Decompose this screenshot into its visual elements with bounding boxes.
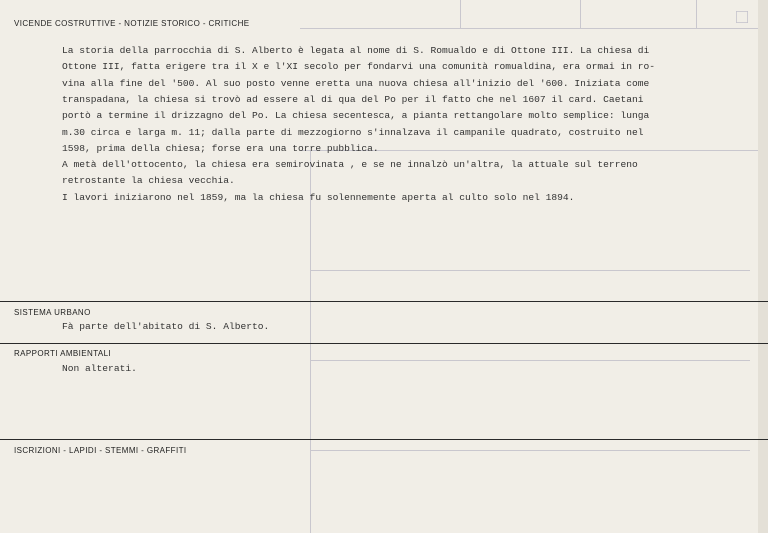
ghost-form-rule (310, 270, 750, 271)
sistema-urbano-text: Fà parte dell'abitato di S. Alberto. (62, 321, 270, 332)
vicende-text-line: 1598, prima della chiesa; forse era una torre pubblica. (62, 142, 379, 154)
vicende-text-line: vina alla fine del '500. Al suo posto venne eretta una nuova chiesa all'inizio del '600. Iniziata come (62, 77, 650, 89)
rapporti-ambientali-text: Non alterati. (62, 363, 137, 374)
vicende-text-line: transpadana, la chiesa si trovò ad essere al di qua del Po per il fatto che nel 1607 il card. Caetani (62, 93, 644, 105)
ghost-form-rule (310, 450, 750, 451)
vicende-text-line: A metà dell'ottocento, la chiesa era semirovinata , e se ne innalzò un'altra, la attuale sul terreno (62, 159, 638, 171)
ghost-letter-mark: □ (736, 6, 749, 28)
vicende-text-line: La storia della parrocchia di S. Alberto è legata al nome di S. Romualdo e di Ottone III. La chiesa di (62, 45, 650, 56)
ghost-header-divider (460, 0, 461, 28)
ghost-header-divider (580, 0, 581, 28)
section-rule (0, 301, 768, 302)
ghost-header-rule (300, 28, 760, 29)
ghost-header-divider (696, 0, 697, 28)
vicende-text-line: portò a termine il drizzagno del Po. La chiesa secentesca, a pianta rettangolare molto semplice: lunga (62, 110, 650, 122)
vicende-text-line: retrostante la chiesa vecchia. (62, 175, 235, 187)
section-title-rapporti-ambientali: RAPPORTI AMBIENTALI (14, 349, 112, 358)
section-title-vicende: VICENDE COSTRUTTIVE - NOTIZIE STORICO - CRITICHE (14, 19, 250, 28)
vicende-text-line: Ottone III, fatta erigere tra il X e l'XI secolo per fondarvi una comunità romualdina, era ormai in ro- (62, 61, 655, 73)
vicende-text-line: I lavori iniziarono nel 1859, ma la chiesa fu solennemente aperta al culto solo nel 1894. (62, 191, 575, 203)
page-edge-shadow (758, 0, 768, 533)
section-title-sistema-urbano: SISTEMA URBANO (14, 308, 91, 317)
vicende-text-line: m.30 circa e larga m. 11; dalla parte di mezzogiorno s'innalzava il campanile quadrato, costruito nel (62, 126, 644, 138)
section-title-iscrizioni: ISCRIZIONI - LAPIDI - STEMMI - GRAFFITI (14, 446, 187, 455)
section-rule (0, 343, 768, 344)
ghost-form-divider (310, 150, 311, 533)
section-rule (0, 439, 768, 440)
ghost-form-rule (310, 360, 750, 361)
